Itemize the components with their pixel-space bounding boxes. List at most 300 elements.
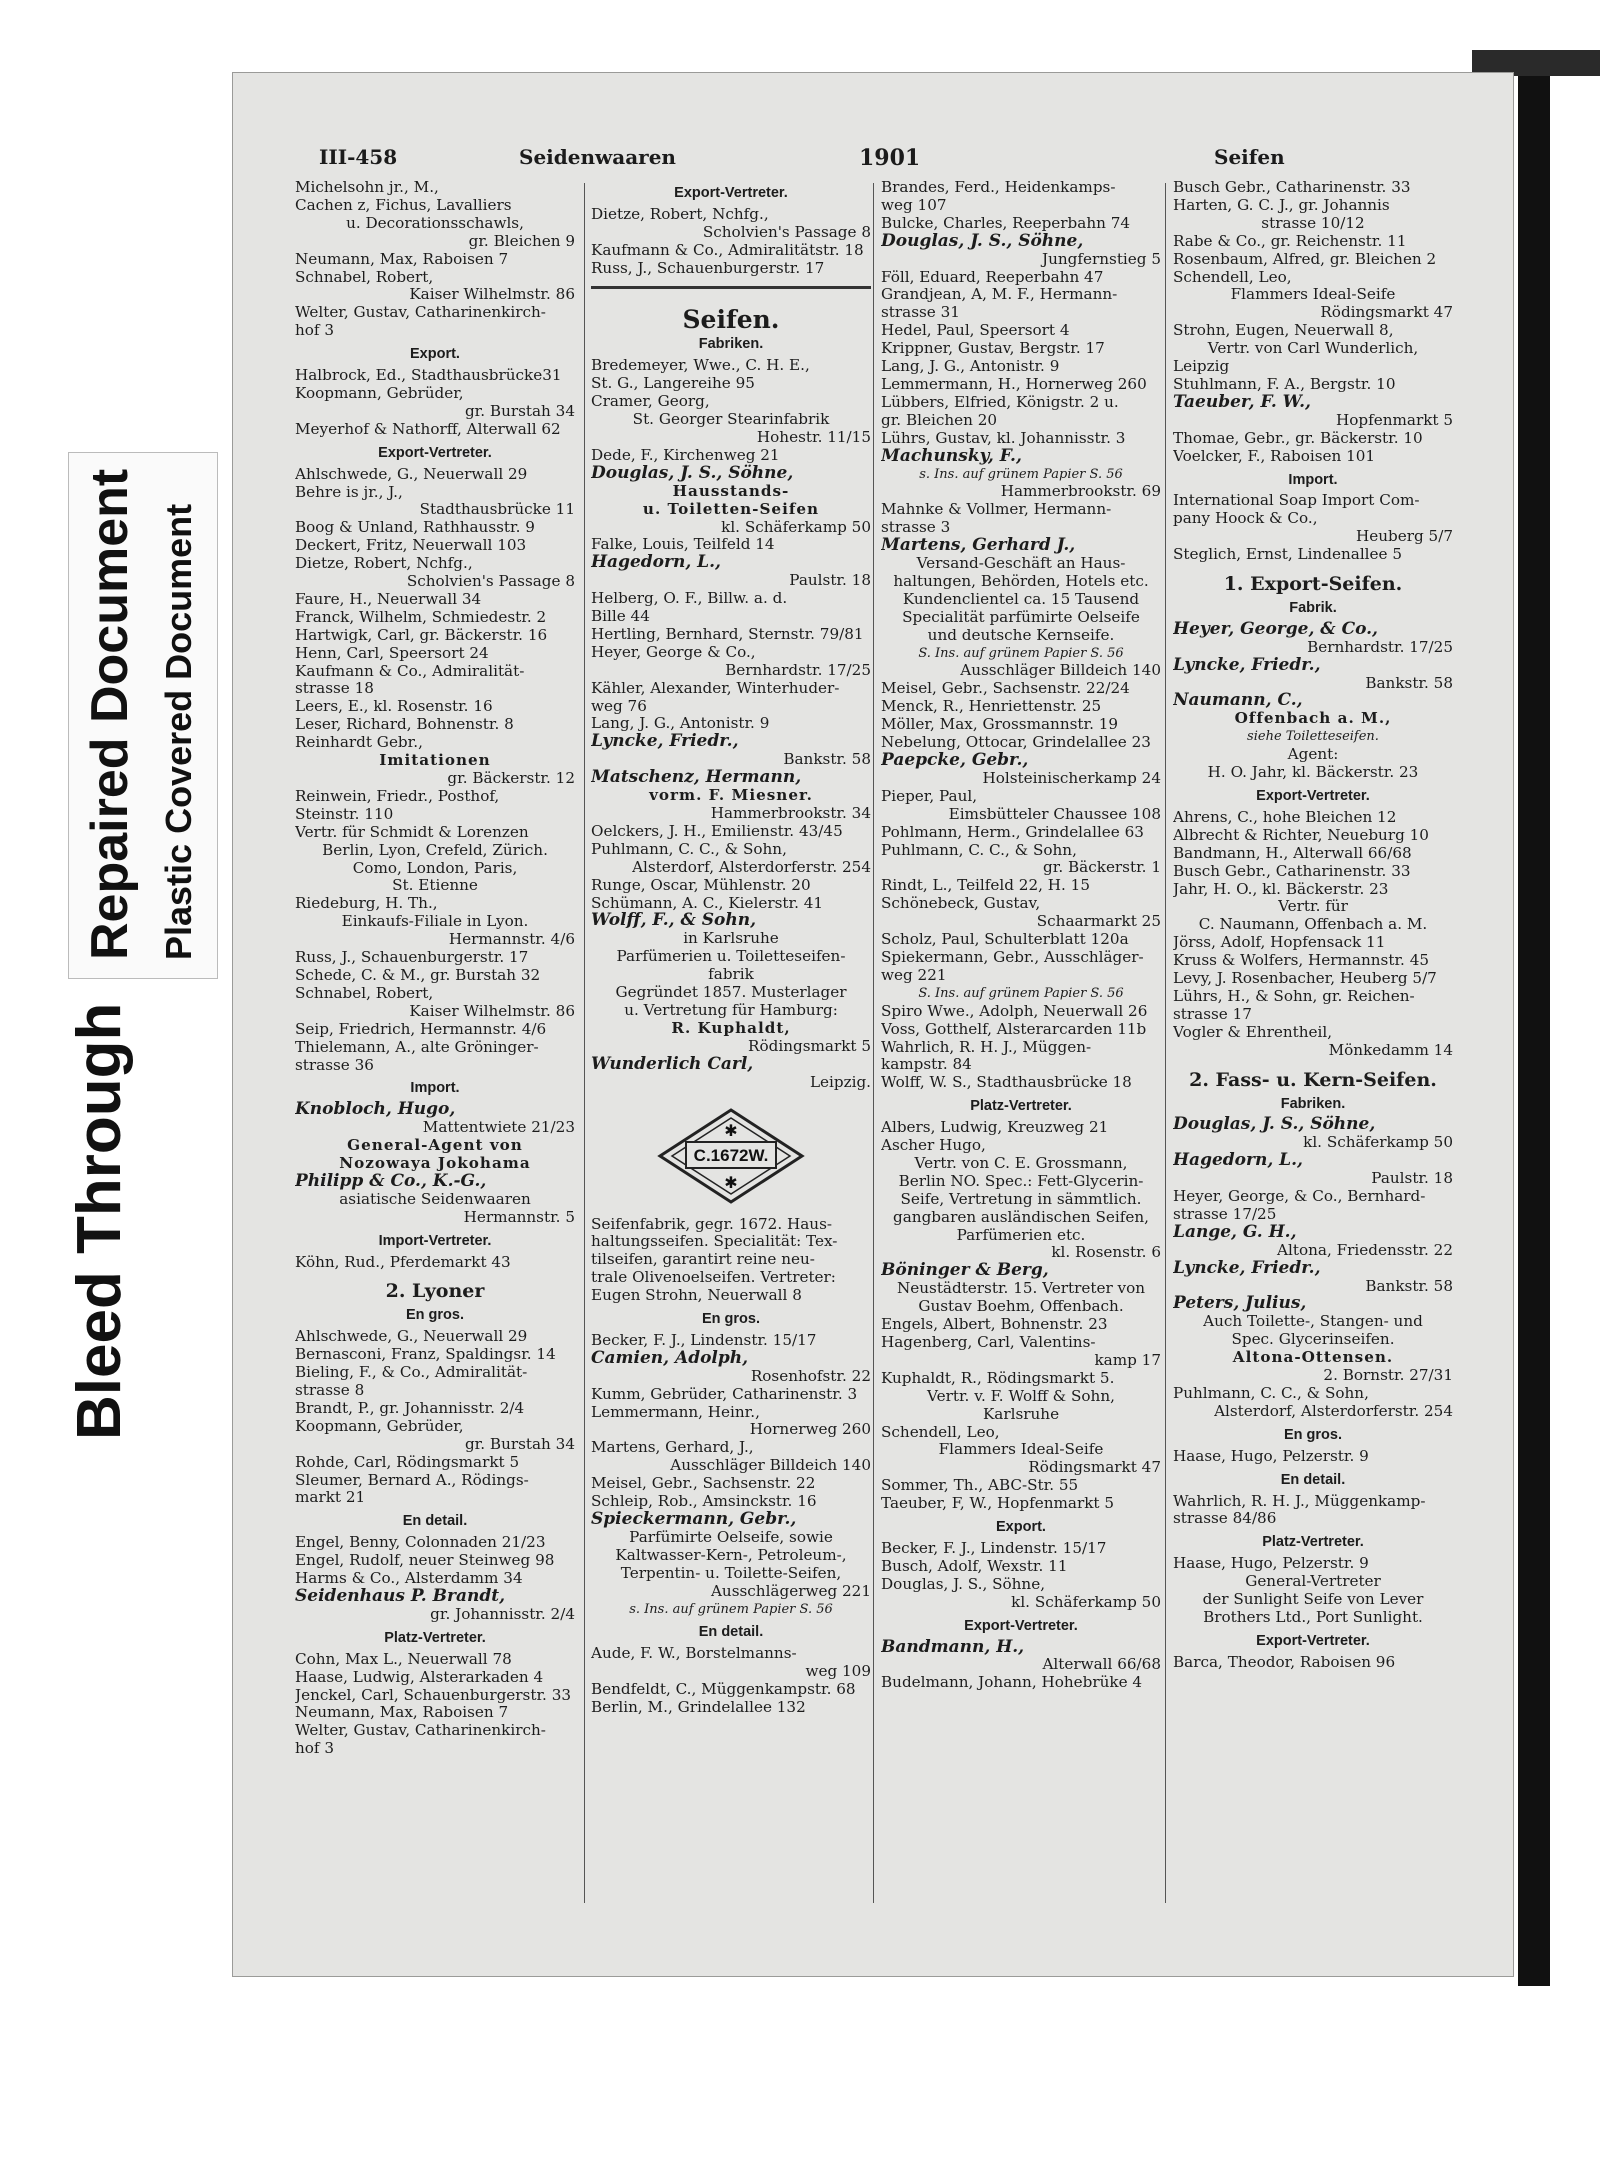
- directory-entry: Vertr. v. F. Wolff & Sohn,: [927, 1386, 1115, 1405]
- directory-entry: Holsteinischerkamp 24: [982, 768, 1161, 787]
- directory-entry: Thomae, Gebr., gr. Bäckerstr. 10: [1173, 428, 1423, 447]
- directory-entry: Cohn, Max L., Neuerwall 78: [295, 1649, 512, 1668]
- directory-entry: Haase, Ludwig, Alsterarkaden 4: [295, 1667, 544, 1686]
- directory-entry: Specialität parfümirte Oelseife: [902, 607, 1140, 626]
- directory-entry: Lemmermann, Heinr.,: [591, 1402, 760, 1421]
- directory-entry: Berlin, Lyon, Crefeld, Zürich.: [322, 840, 548, 859]
- directory-entry: strasse 36: [295, 1055, 374, 1074]
- directory-entry: asiatische Seidenwaaren: [339, 1189, 531, 1208]
- directory-entry: Voelcker, F., Raboisen 101: [1173, 446, 1376, 465]
- directory-entry: markt 21: [295, 1488, 366, 1507]
- directory-entry: Einkaufs-Filiale in Lyon.: [341, 912, 529, 931]
- directory-entry: Hertling, Bernhard, Sternstr. 79/81: [591, 624, 864, 643]
- page-header: [319, 145, 1437, 173]
- section-heading: En gros.: [405, 1307, 464, 1324]
- directory-entry: Schönebeck, Gustav,: [881, 894, 1041, 913]
- section-heading: Export-Vertreter.: [378, 444, 492, 461]
- directory-entry: Mattentwiete 21/23: [422, 1118, 575, 1137]
- directory-entry: Ausschläger Billdeich 140: [960, 661, 1161, 680]
- directory-entry: Lang, J. G., Antonistr. 9: [591, 714, 770, 733]
- firm-name: Bandmann, H.,: [881, 1636, 1025, 1657]
- directory-entry: Bernhardstr. 17/25: [1307, 637, 1453, 656]
- directory-entry: s. Ins. auf grünem Papier S. 56: [629, 1601, 833, 1617]
- directory-entry: Harten, G. C. J., gr. Johannis: [1173, 195, 1390, 214]
- section-heading: Export-Vertreter.: [674, 185, 788, 201]
- directory-entry: gr. Burstah 34: [464, 401, 575, 420]
- directory-entry: u. Vertretung für Hamburg:: [624, 1000, 838, 1019]
- directory-entry: Leser, Richard, Bohnenstr. 8: [295, 715, 514, 734]
- directory-entry: vorm. F. Miesner.: [649, 786, 813, 805]
- header-year: 1901: [859, 145, 921, 171]
- directory-entry: Hagenberg, Carl, Valentins-: [881, 1333, 1096, 1351]
- directory-entry: Spec. Glycerinseifen.: [1231, 1330, 1395, 1349]
- scan-edge-right: [1518, 76, 1550, 1986]
- directory-entry: Barca, Theodor, Raboisen 96: [1173, 1652, 1396, 1671]
- directory-entry: Versand-Geschäft an Haus-: [916, 554, 1126, 573]
- directory-entry: Kaufmann & Co., Admiralität-: [295, 661, 525, 680]
- directory-entry: hof 3: [295, 1739, 335, 1758]
- directory-entry: haltungen, Behörden, Hotels etc.: [893, 571, 1149, 590]
- directory-entry: Bernasconi, Franz, Spaldingsr. 14: [295, 1345, 556, 1364]
- directory-entry: Bandmann, H., Alterwall 66/68: [1173, 843, 1412, 862]
- firm-name: Douglas, J. S., Söhne,: [1173, 1114, 1376, 1135]
- directory-entry: Harms & Co., Alsterdamm 34: [295, 1569, 523, 1588]
- star-icon: ✱: [724, 1172, 738, 1192]
- directory-entry: Rödingsmarkt 47: [1028, 1458, 1161, 1477]
- directory-entry: Busch, Adolf, Wexstr. 11: [881, 1556, 1068, 1575]
- directory-entry: General-Vertreter: [1245, 1572, 1381, 1591]
- directory-entry: Haase, Hugo, Pelzerstr. 9: [1173, 1446, 1369, 1465]
- directory-entry: Schümann, A. C., Kielerstr. 41: [591, 893, 824, 912]
- directory-entry: Brothers Ltd., Port Sunlight.: [1203, 1607, 1423, 1626]
- section-heading: Fabrik.: [1289, 599, 1337, 616]
- column-1: [295, 179, 575, 1899]
- directory-entry: haltungsseifen. Specialität: Tex-: [591, 1232, 838, 1251]
- directory-entry: Kähler, Alexander, Winterhuder-: [591, 678, 840, 697]
- directory-entry: fabrik: [708, 965, 754, 984]
- directory-entry: Bernhardstr. 17/25: [725, 660, 871, 679]
- directory-entry: u. Decorationsschawls,: [346, 213, 524, 232]
- directory-entry: Puhlmann, C. C., & Sohn,: [1173, 1384, 1369, 1402]
- directory-entry: Hartwigk, Carl, gr. Bäckerstr. 16: [295, 625, 548, 644]
- directory-entry: strasse 31: [881, 303, 960, 322]
- firm-name: Martens, Gerhard J.,: [881, 535, 1076, 556]
- directory-entry: Deckert, Fritz, Neuerwall 103: [295, 536, 527, 555]
- directory-entry: in Karlsruhe: [683, 929, 779, 948]
- directory-entry: Schaarmarkt 25: [1036, 912, 1161, 931]
- directory-entry: Köhn, Rud., Pferdemarkt 43: [295, 1252, 511, 1271]
- directory-entry: Hermannstr. 5: [463, 1207, 575, 1226]
- directory-entry: Ahlschwede, G., Neuerwall 29: [295, 464, 528, 483]
- directory-entry: Cramer, Georg,: [591, 392, 710, 411]
- directory-entry: Bendfeldt, C., Müggenkampstr. 68: [591, 1680, 856, 1699]
- directory-entry: Flammers Ideal-Seife: [938, 1440, 1104, 1459]
- firm-name: Taeuber, F. W.,: [1173, 391, 1311, 412]
- directory-entry: Menck, R., Henriettenstr. 25: [881, 697, 1102, 716]
- directory-entry: Albers, Ludwig, Kreuzweg 21: [881, 1118, 1109, 1137]
- directory-entry: Rindt, L., Teilfeld 22, H. 15: [881, 876, 1090, 895]
- directory-entry: Vogler & Ehrentheil,: [1173, 1022, 1333, 1041]
- directory-entry: Eimsbütteler Chaussee 108: [948, 804, 1161, 823]
- directory-entry: pany Hoock & Co.,: [1173, 509, 1318, 528]
- header-right-title: Seifen: [1214, 145, 1285, 169]
- section-heading: Export.: [410, 346, 460, 363]
- directory-entry: Puhlmann, C. C., & Sohn,: [881, 840, 1077, 859]
- directory-entry: strasse 18: [295, 679, 374, 698]
- firm-name: Böninger & Berg,: [881, 1260, 1049, 1281]
- directory-entry: Busch Gebr., Catharinenstr. 33: [1173, 179, 1411, 196]
- directory-entry: strasse 10/12: [1261, 213, 1365, 232]
- firm-name: Knobloch, Hugo,: [295, 1099, 456, 1120]
- directory-entry: Cachen z, Fichus, Lavalliers: [295, 195, 512, 214]
- firm-name: Machunsky, F.,: [881, 445, 1022, 466]
- directory-entry: Schnabel, Robert,: [295, 267, 434, 286]
- directory-entry: S. Ins. auf grünem Papier S. 56: [918, 985, 1124, 1001]
- directory-entry: Lübbers, Elfried, Königstr. 2 u.: [881, 392, 1119, 411]
- directory-entry: strasse 17/25: [1173, 1204, 1277, 1223]
- directory-entry: Taeuber, F, W., Hopfenmarkt 5: [881, 1494, 1115, 1513]
- directory-entry: Levy, J. Rosenbacher, Heuberg 5/7: [1173, 969, 1437, 988]
- directory-entry: Rödingsmarkt 47: [1320, 303, 1453, 322]
- directory-entry: Meisel, Gebr., Sachsenstr. 22: [591, 1474, 816, 1493]
- column-divider: [1165, 183, 1166, 1903]
- directory-entry: kl. Schäferkamp 50: [1011, 1592, 1161, 1611]
- directory-entry: Engels, Albert, Bohnenstr. 23: [881, 1315, 1108, 1334]
- directory-entry: Ausschläger Billdeich 140: [670, 1456, 871, 1475]
- directory-entry: strasse 3: [881, 518, 951, 537]
- directory-entry: Kumm, Gebrüder, Catharinenstr. 3: [591, 1384, 858, 1403]
- directory-entry: Oelckers, J. H., Emilienstr. 43/45: [591, 821, 843, 840]
- directory-entry: Kundenclientel ca. 15 Tausend: [902, 589, 1140, 608]
- directory-entry: Becker, F. J., Lindenstr. 15/17: [591, 1330, 817, 1349]
- directory-entry: Voss, Gotthelf, Alsterarcarden 11b: [881, 1019, 1147, 1038]
- directory-entry: Auch Toilette-, Stangen- und: [1203, 1312, 1423, 1331]
- directory-entry: Kuphaldt, R., Rödingsmarkt 5.: [881, 1368, 1115, 1387]
- directory-entry: Hammerbrookstr. 69: [1000, 482, 1161, 501]
- firm-name: Seidenhaus P. Brandt,: [295, 1585, 506, 1606]
- section-heading: Export-Vertreter.: [964, 1617, 1078, 1634]
- column-2: [591, 179, 871, 1899]
- directory-entry: Helberg, O. F., Billw. a. d.: [591, 589, 788, 608]
- directory-entry: Busch Gebr., Catharinenstr. 33: [1173, 861, 1411, 880]
- directory-entry: Alsterdorf, Alsterdorferstr. 254: [632, 857, 871, 876]
- directory-entry: Grandjean, A, M. F., Hermann-: [881, 285, 1118, 304]
- directory-entry: H. O. Jahr, kl. Bäckerstr. 23: [1207, 763, 1419, 782]
- directory-entry: Bulcke, Charles, Reeperbahn 74: [881, 213, 1131, 232]
- section-heading: Export.: [996, 1519, 1046, 1536]
- directory-entry: Kruss & Wolfers, Hermannstr. 45: [1173, 951, 1430, 970]
- directory-entry: Budelmann, Johann, Hohebrüke 4: [881, 1673, 1143, 1692]
- directory-entry: Meisel, Gebr., Sachsenstr. 22/24: [881, 679, 1130, 698]
- directory-entry: Steglich, Ernst, Lindenallee 5: [1173, 545, 1403, 564]
- directory-entry: Schendell, Leo,: [1173, 267, 1292, 286]
- directory-entry: kamp 17: [1094, 1350, 1161, 1369]
- firm-name: Wunderlich Carl,: [591, 1053, 754, 1074]
- directory-entry: Hammerbrookstr. 34: [710, 804, 871, 822]
- directory-entry: Ahlschwede, G., Neuerwall 29: [295, 1327, 528, 1346]
- directory-entry: Terpentin- u. Toilette-Seifen,: [620, 1563, 842, 1582]
- directory-entry: Hermannstr. 4/6: [448, 930, 575, 949]
- directory-entry: Neumann, Max, Raboisen 7: [295, 1703, 509, 1722]
- directory-entry: Spiro Wwe., Adolph, Neuerwall 26: [881, 1001, 1148, 1020]
- directory-entry: Neumann, Max, Raboisen 7: [295, 249, 509, 268]
- directory-entry: Bankstr. 58: [1365, 1276, 1453, 1295]
- firm-name: Philipp & Co., K.-G.,: [295, 1170, 487, 1191]
- directory-entry: Brandes, Ferd., Heidenkamps-: [881, 179, 1116, 196]
- directory-entry: Gegründet 1857. Musterlager: [615, 983, 847, 1002]
- directory-entry: Engel, Benny, Colonnaden 21/23: [295, 1533, 546, 1552]
- directory-entry: weg 109: [805, 1662, 871, 1681]
- directory-entry: Schede, C. & M., gr. Burstah 32: [295, 965, 541, 984]
- directory-entry: Pieper, Paul,: [881, 786, 978, 805]
- directory-entry: International Soap Import Com-: [1173, 491, 1420, 510]
- directory-entry: Reinhardt Gebr.,: [295, 733, 423, 752]
- section-heading: Fabriken.: [698, 336, 764, 353]
- directory-entry: Jungfernstieg 5: [1042, 249, 1161, 268]
- directory-entry: Wolff, W. S., Stadthausbrücke 18: [881, 1073, 1132, 1092]
- section-heading: 2. Fass- u. Kern-Seifen.: [1189, 1068, 1437, 1091]
- directory-entry: gr. Johannisstr. 2/4: [430, 1604, 575, 1623]
- directory-entry: Heyer, George, & Co., Bernhard-: [1173, 1187, 1426, 1206]
- firm-name: Douglas, J. S., Söhne,: [591, 462, 794, 483]
- directory-entry: Heuberg 5/7: [1356, 527, 1453, 546]
- directory-entry: Jenckel, Carl, Schauenburgerstr. 33: [295, 1685, 572, 1704]
- directory-entry: Faure, H., Neuerwall 34: [295, 589, 482, 608]
- directory-entry: General-Agent von: [347, 1136, 523, 1155]
- section-heading: 2. Lyoner: [385, 1280, 485, 1303]
- directory-entry: Hopfenmarkt 5: [1335, 410, 1453, 429]
- directory-entry: Dietze, Robert, Nchfg.,: [295, 554, 473, 573]
- directory-entry: Welter, Gustav, Catharinenkirch-: [295, 303, 546, 322]
- directory-entry: Leipzig.: [809, 1072, 871, 1091]
- directory-entry: Berlin NO. Spec.: Fett-Glycerin-: [898, 1171, 1144, 1190]
- firm-name: Hagedorn, L.,: [591, 552, 721, 573]
- directory-entry: Aude, F. W., Borstelmanns-: [591, 1644, 797, 1663]
- firm-name: Lyncke, Friedr.,: [591, 731, 739, 752]
- directory-entry: Seife, Vertretung in sämmtlich.: [900, 1189, 1142, 1208]
- section-heading: En gros.: [1283, 1426, 1342, 1443]
- section-heading: Import.: [410, 1080, 460, 1097]
- directory-entry: Michelsohn jr., M.,: [295, 179, 439, 196]
- directory-entry: Pohlmann, Herm., Grindelallee 63: [881, 822, 1144, 841]
- directory-entry: Lührs, Gustav, kl. Johannisstr. 3: [881, 428, 1126, 447]
- directory-entry: Hornerweg 260: [749, 1420, 871, 1439]
- directory-entry: kampstr. 84: [881, 1055, 972, 1074]
- directory-entry: Seifenfabrik, gegr. 1672. Haus-: [591, 1214, 833, 1233]
- directory-entry: Möller, Max, Grossmannstr. 19: [881, 715, 1119, 734]
- section-heading: Platz-Vertreter.: [384, 1629, 486, 1646]
- section-heading: Fabriken.: [1280, 1095, 1346, 1112]
- directory-entry: Schendell, Leo,: [881, 1422, 1000, 1441]
- firm-name: Wolff, F., & Sohn,: [591, 910, 757, 931]
- firm-name: Paepcke, Gebr.,: [881, 750, 1029, 770]
- directory-entry: Vertr. für Schmidt & Lorenzen: [295, 822, 529, 841]
- directory-entry: Flammers Ideal-Seife: [1230, 285, 1396, 304]
- directory-entry: Parfümirte Oelseife, sowie: [629, 1527, 833, 1546]
- directory-entry: Bieling, F., & Co., Admiralität-: [295, 1363, 528, 1382]
- stamp-text: C.1672W.: [693, 1145, 769, 1165]
- directory-entry: Becker, F. J., Lindenstr. 15/17: [881, 1538, 1107, 1557]
- directory-entry: Vertr. von C. E. Grossmann,: [914, 1153, 1128, 1172]
- directory-entry: s. Ins. auf grünem Papier S. 56: [919, 466, 1123, 482]
- directory-entry: Mönkedamm 14: [1328, 1040, 1453, 1059]
- directory-entry: Koopmann, Gebrüder,: [295, 383, 464, 402]
- directory-entry: Kaiser Wilhelmstr. 86: [409, 1001, 575, 1020]
- directory-entry: Leipzig: [1173, 357, 1230, 376]
- directory-entry: Stuhlmann, F. A., Bergstr. 10: [1173, 374, 1396, 393]
- page-number: III-458: [319, 145, 398, 169]
- section-heading: En detail.: [698, 1624, 764, 1641]
- firm-name: Douglas, J. S., Söhne,: [881, 230, 1084, 251]
- directory-entry: Alterwall 66/68: [1042, 1655, 1161, 1674]
- directory-entry: Franck, Wilhelm, Schmiedestr. 2: [295, 607, 547, 626]
- directory-entry: u. Toiletten-Seifen: [642, 499, 820, 518]
- directory-entry: Rödingsmarkt 5: [748, 1036, 871, 1055]
- directory-entry: Scholvien's Passage 8: [406, 572, 575, 591]
- directory-entry: gangbaren ausländischen Seifen,: [893, 1207, 1149, 1226]
- directory-entry: Lemmermann, H., Hornerweg 260: [881, 374, 1147, 393]
- directory-entry: Dede, F., Kirchenweg 21: [591, 445, 780, 464]
- directory-entry: Martens, Gerhard, J.,: [591, 1438, 754, 1457]
- firm-name: Camien, Adolph,: [591, 1347, 749, 1368]
- directory-entry: Como, London, Paris,: [352, 858, 518, 877]
- directory-entry: gr. Burstah 34: [464, 1434, 575, 1453]
- directory-entry: Nozowaya Jokohama: [339, 1154, 531, 1173]
- firm-name: Spieckermann, Gebr.,: [591, 1509, 797, 1529]
- directory-entry: Altona, Friedensstr. 22: [1277, 1240, 1453, 1259]
- directory-entry: Nebelung, Ottocar, Grindelallee 23: [881, 733, 1151, 752]
- directory-entry: Strohn, Eugen, Neuerwall 8,: [1173, 321, 1394, 340]
- directory-entry: Albrecht & Richter, Neueburg 10: [1173, 825, 1429, 844]
- directory-entry: Parfümerien etc.: [956, 1225, 1086, 1244]
- directory-entry: Karlsruhe: [982, 1404, 1060, 1423]
- directory-entry: Thielemann, A., alte Gröninger-: [295, 1037, 539, 1056]
- directory-entry: Scholz, Paul, Schulterblatt 120a: [881, 930, 1129, 949]
- section-heading: En detail.: [1280, 1471, 1346, 1488]
- plastic-covered-label: Plastic Covered Document: [158, 503, 199, 960]
- section-heading: Import.: [1288, 471, 1338, 488]
- firm-name: Naumann, C.,: [1173, 690, 1303, 711]
- section-heading: En detail.: [402, 1513, 468, 1530]
- section-heading: Platz-Vertreter.: [1262, 1534, 1364, 1551]
- directory-entry: Stadthausbrücke 11: [419, 500, 575, 519]
- directory-entry: Kaltwasser-Kern-, Petroleum-,: [615, 1545, 847, 1564]
- directory-entry: Jahr, H. O., kl. Bäckerstr. 23: [1173, 879, 1389, 898]
- directory-entry: Welter, Gustav, Catharinenkirch-: [295, 1721, 546, 1740]
- directory-entry: Koopmann, Gebrüder,: [295, 1416, 464, 1435]
- directory-entry: Lang, J. G., Antonistr. 9: [881, 357, 1060, 376]
- directory-entry: Halbrock, Ed., Stadthausbrücke31: [295, 366, 562, 385]
- trademark-stamp: [656, 1106, 806, 1206]
- directory-entry: Berlin, M., Grindelallee 132: [591, 1698, 806, 1717]
- document-page: [232, 72, 1514, 1977]
- section-heading: En gros.: [701, 1311, 760, 1328]
- firm-name: Lyncke, Friedr.,: [1173, 1257, 1321, 1278]
- directory-entry: Haase, Hugo, Pelzerstr. 9: [1173, 1554, 1369, 1573]
- directory-entry: Agent:: [1287, 745, 1339, 764]
- directory-entry: der Sunlight Seife von Lever: [1202, 1590, 1424, 1609]
- directory-entry: Behre is jr., J.,: [295, 482, 403, 501]
- directory-entry: Parfümerien u. Toiletteseifen-: [616, 947, 846, 966]
- directory-entry: Paulstr. 18: [1371, 1169, 1453, 1188]
- directory-entry: Boog & Unland, Rathhausstr. 9: [295, 518, 535, 537]
- directory-entry: Jörss, Adolf, Hopfensack 11: [1173, 933, 1386, 952]
- directory-entry: Falke, Louis, Teilfeld 14: [591, 535, 775, 554]
- directory-entry: trale Olivenoelseifen. Vertreter:: [591, 1268, 836, 1287]
- column-3: [881, 179, 1161, 1899]
- firm-name: Lange, G. H.,: [1173, 1221, 1297, 1242]
- column-4: [1173, 179, 1453, 1899]
- directory-entry: hof 3: [295, 321, 335, 340]
- directory-entry: weg 107: [881, 195, 947, 214]
- section-heading: Seifen.: [682, 304, 780, 334]
- section-heading: Export-Vertreter.: [1256, 1632, 1370, 1649]
- directory-entry: Sommer, Th., ABC-Str. 55: [881, 1476, 1079, 1495]
- directory-entry: Eugen Strohn, Neuerwall 8: [591, 1286, 802, 1305]
- directory-entry: Hedel, Paul, Speersort 4: [881, 321, 1070, 340]
- header-left-title: Seidenwaaren: [519, 145, 676, 169]
- directory-entry: und deutsche Kernseife.: [927, 625, 1115, 644]
- directory-entry: Brandt, P., gr. Johannisstr. 2/4: [295, 1398, 525, 1417]
- directory-entry: Altona-Ottensen.: [1232, 1348, 1394, 1367]
- directory-entry: Ahrens, C., hohe Bleichen 12: [1173, 807, 1397, 826]
- directory-entry: Lührs, H., & Sohn, gr. Reichen-: [1173, 986, 1415, 1005]
- directory-entry: Spiekermann, Gebr., Ausschläger-: [881, 947, 1144, 966]
- directory-entry: kl. Schäferkamp 50: [721, 517, 871, 536]
- directory-entry: Steinstr. 110: [295, 804, 394, 823]
- directory-entry: Schleip, Rob., Amsinckstr. 16: [591, 1492, 817, 1511]
- directory-entry: Vertr. für: [1278, 897, 1348, 916]
- directory-entry: Riedeburg, H. Th.,: [295, 894, 438, 913]
- directory-entry: Russ, J., Schauenburgerstr. 17: [295, 948, 529, 967]
- firm-name: Hagedorn, L.,: [1173, 1150, 1303, 1171]
- directory-entry: Puhlmann, C. C., & Sohn,: [591, 839, 787, 858]
- directory-entry: Rosenhofstr. 22: [750, 1366, 871, 1385]
- directory-entry: Mahnke & Vollmer, Hermann-: [881, 500, 1112, 519]
- column-divider: [584, 183, 585, 1903]
- star-icon: ✱: [724, 1120, 738, 1140]
- directory-entry: Wahrlich, R. H. J., Müggenkamp-: [1173, 1491, 1426, 1510]
- directory-entry: Alsterdorf, Alsterdorferstr. 254: [1214, 1401, 1453, 1420]
- directory-entry: siehe Toiletteseifen.: [1247, 729, 1379, 745]
- directory-entry: St. Georger Stearinfabrik: [632, 410, 830, 429]
- directory-entry: Henn, Carl, Speersort 24: [295, 643, 489, 662]
- section-heading: Platz-Vertreter.: [970, 1098, 1072, 1115]
- directory-entry: Reinwein, Friedr., Posthof,: [295, 786, 500, 805]
- directory-entry: Douglas, J. S., Söhne,: [881, 1574, 1046, 1593]
- firm-name: Peters, Julius,: [1173, 1293, 1307, 1314]
- directory-entry: Neustädterstr. 15. Vertreter von: [896, 1279, 1146, 1298]
- directory-entry: Engel, Rudolf, neuer Steinweg 98: [295, 1551, 555, 1570]
- directory-entry: Paulstr. 18: [789, 571, 871, 590]
- directory-entry: Bille 44: [591, 607, 650, 626]
- directory-entry: gr. Bäckerstr. 1: [1043, 858, 1161, 877]
- directory-entry: St. G., Langereihe 95: [591, 374, 755, 393]
- directory-entry: strasse 8: [295, 1381, 365, 1399]
- firm-name: Matschenz, Hermann,: [591, 767, 802, 788]
- directory-entry: Offenbach a. M.,: [1234, 709, 1392, 728]
- directory-entry: Sleumer, Bernard A., Rödings-: [295, 1470, 529, 1489]
- directory-entry: strasse 84/86: [1173, 1509, 1277, 1528]
- directory-entry: S. Ins. auf grünem Papier S. 56: [918, 645, 1124, 661]
- section-heading: 1. Export-Seifen.: [1223, 573, 1403, 596]
- directory-entry: gr. Bleichen 9: [468, 231, 575, 250]
- directory-entry: weg 221: [881, 965, 947, 984]
- directory-entry: Bredemeyer, Wwe., C. H. E.,: [591, 356, 810, 375]
- firm-name: Heyer, George, & Co.,: [1173, 618, 1378, 639]
- directory-entry: R. Kuphaldt,: [671, 1018, 791, 1037]
- directory-entry: Hausstands-: [672, 481, 790, 500]
